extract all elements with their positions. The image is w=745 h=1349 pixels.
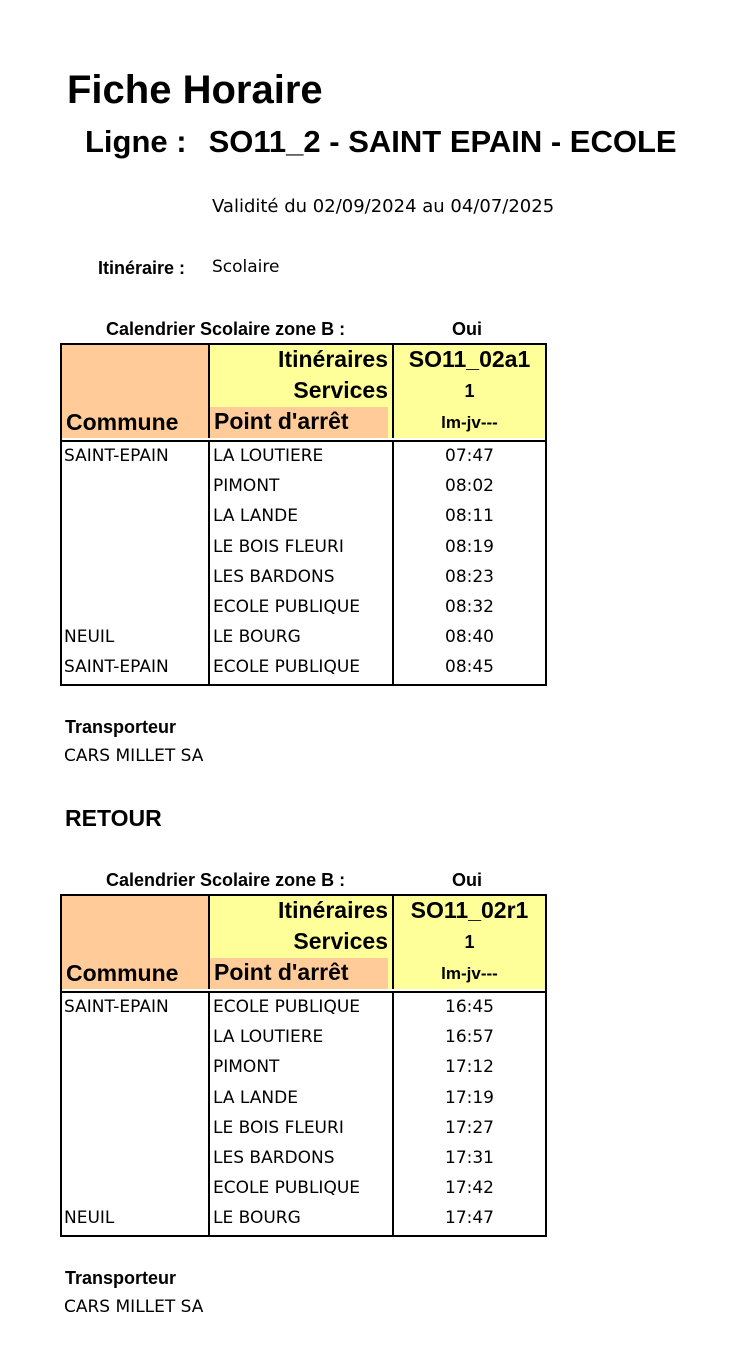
time-cell: 08:19 xyxy=(445,536,494,557)
time-cell: 08:45 xyxy=(445,657,494,678)
stop-cell: PIMONT xyxy=(213,1057,280,1078)
commune-cell: SAINT-EPAIN xyxy=(64,446,169,466)
stop-cell: LA LANDE xyxy=(213,506,298,527)
stop-cell: PIMONT xyxy=(213,476,280,497)
time-cell: 17:42 xyxy=(445,1178,494,1199)
timetable-header xyxy=(62,345,545,442)
stop-cell: LE BOURG xyxy=(213,1208,301,1229)
stop-cell: ECOLE PUBLIQUE xyxy=(213,596,361,617)
inbound-timetable xyxy=(60,894,547,1237)
line-name: SO11_2 - SAINT EPAIN - ECOLE xyxy=(208,124,677,159)
outbound-carrier-label: Transporteur xyxy=(65,717,177,737)
itineraires-header: Itinéraires xyxy=(278,897,388,923)
service-number: 1 xyxy=(464,932,475,952)
outbound-calendar-value: Oui xyxy=(452,319,482,339)
time-cell: 08:40 xyxy=(445,627,494,648)
time-cell: 08:02 xyxy=(445,476,494,497)
commune-header-cell xyxy=(62,896,210,989)
time-cell: 16:57 xyxy=(445,1027,494,1048)
table-row xyxy=(62,623,545,653)
table-row xyxy=(62,502,545,532)
table-row xyxy=(62,442,545,472)
commune-cell: NEUIL xyxy=(64,627,115,648)
outbound-timetable xyxy=(60,343,547,686)
inbound-carrier-name: CARS MILLET SA xyxy=(64,1297,204,1317)
commune-header: Commune xyxy=(66,409,179,435)
stop-cell: LE BOIS FLEURI xyxy=(213,536,344,557)
itinerary-value: Scolaire xyxy=(212,257,280,277)
table-row xyxy=(62,1144,545,1174)
table-row xyxy=(62,1023,545,1053)
validity-period: Validité du 02/09/2024 au 04/07/2025 xyxy=(212,196,555,217)
table-row xyxy=(62,533,545,563)
commune-header: Commune xyxy=(66,960,179,986)
table-row xyxy=(62,1084,545,1114)
timetable-body xyxy=(62,442,545,684)
return-heading: RETOUR xyxy=(65,805,162,831)
stop-cell: ECOLE PUBLIQUE xyxy=(213,1178,361,1199)
stop-cell: LA LOUTIERE xyxy=(213,1027,324,1048)
commune-cell: NEUIL xyxy=(64,1208,115,1229)
line-label: Ligne : xyxy=(85,124,187,159)
itinerary-code: SO11_02a1 xyxy=(408,346,531,372)
time-cell: 17:31 xyxy=(445,1147,494,1168)
stop-header-cell xyxy=(210,345,394,438)
service-header-cell xyxy=(394,896,545,989)
service-days: lm-jv--- xyxy=(441,413,498,432)
page-title: Fiche Horaire xyxy=(67,68,323,112)
time-cell: 17:47 xyxy=(445,1208,494,1229)
time-cell: 08:32 xyxy=(445,596,494,617)
stop-cell: LES BARDONS xyxy=(213,566,335,587)
table-row xyxy=(62,993,545,1023)
table-row xyxy=(62,653,545,683)
service-number: 1 xyxy=(464,381,475,401)
table-row xyxy=(62,1204,545,1234)
timetable-body xyxy=(62,993,545,1235)
time-cell: 17:27 xyxy=(445,1117,494,1138)
stop-cell: LE BOURG xyxy=(213,627,301,648)
table-row xyxy=(62,563,545,593)
stop-cell: LA LANDE xyxy=(213,1087,298,1108)
time-cell: 08:11 xyxy=(445,506,494,527)
services-header: Services xyxy=(293,377,388,403)
stop-cell: ECOLE PUBLIQUE xyxy=(213,997,361,1017)
itinerary-code: SO11_02r1 xyxy=(410,897,529,923)
table-row xyxy=(62,472,545,502)
stop-header: Point d'arrêt xyxy=(214,959,349,985)
stop-header-cell xyxy=(210,896,394,989)
stop-header: Point d'arrêt xyxy=(214,408,349,434)
services-header: Services xyxy=(293,928,388,954)
itinerary-label: Itinéraire : xyxy=(98,258,186,278)
timetable-header xyxy=(62,896,545,993)
inbound-carrier-label: Transporteur xyxy=(65,1268,177,1288)
stop-cell: LES BARDONS xyxy=(213,1147,335,1168)
line-heading xyxy=(85,124,677,160)
time-cell: 16:45 xyxy=(445,997,494,1017)
outbound-carrier-name: CARS MILLET SA xyxy=(64,746,204,766)
outbound-calendar-label: Calendrier Scolaire zone B : xyxy=(106,319,346,339)
commune-cell: SAINT-EPAIN xyxy=(64,657,169,678)
table-row xyxy=(62,1114,545,1144)
table-row xyxy=(62,1174,545,1204)
stop-cell: LA LOUTIERE xyxy=(213,446,324,466)
service-header-cell xyxy=(394,345,545,438)
service-days: lm-jv--- xyxy=(441,964,498,983)
commune-header-cell xyxy=(62,345,210,438)
time-cell: 17:19 xyxy=(445,1087,494,1108)
time-cell: 07:47 xyxy=(445,446,494,466)
stop-cell: LE BOIS FLEURI xyxy=(213,1117,344,1138)
inbound-calendar-label: Calendrier Scolaire zone B : xyxy=(106,870,346,890)
table-row xyxy=(62,1053,545,1083)
time-cell: 17:12 xyxy=(445,1057,494,1078)
inbound-calendar-value: Oui xyxy=(452,870,482,890)
commune-cell: SAINT-EPAIN xyxy=(64,997,169,1017)
stop-cell: ECOLE PUBLIQUE xyxy=(213,657,361,678)
time-cell: 08:23 xyxy=(445,566,494,587)
table-row xyxy=(62,593,545,623)
itineraires-header: Itinéraires xyxy=(278,346,388,372)
